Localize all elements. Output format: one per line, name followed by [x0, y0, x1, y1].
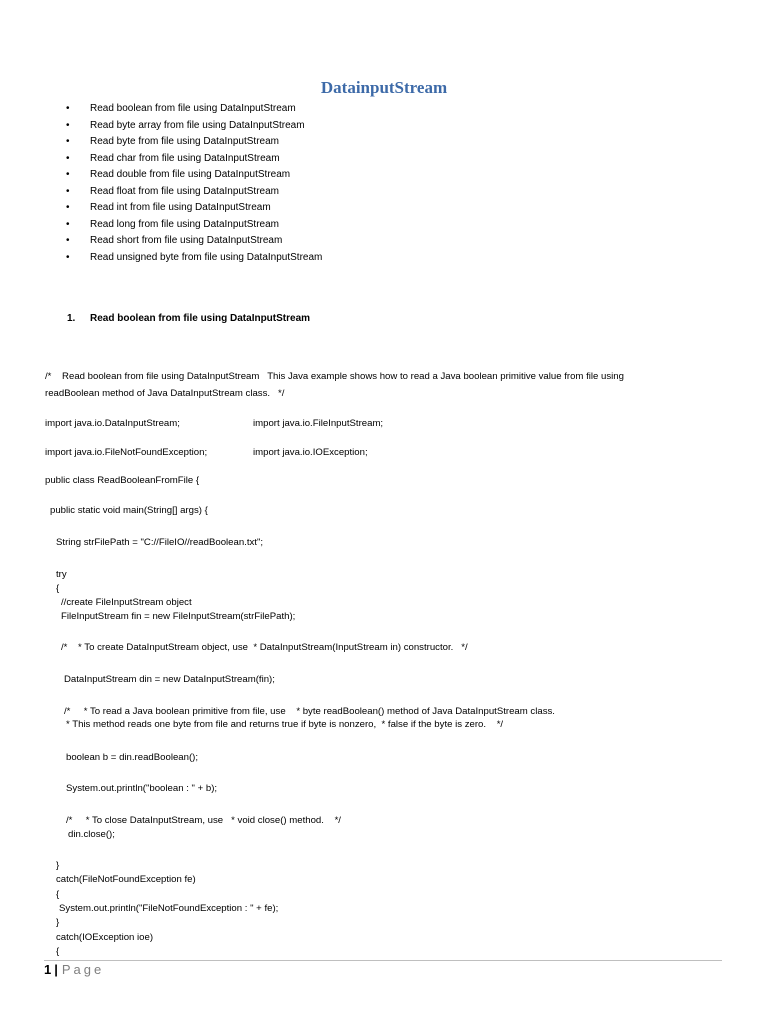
code-line: /* * To create DataInputStream object, use * DataInputStream(InputStream in) constructor. */ [61, 642, 468, 653]
code-line: String strFilePath = "C://FileIO//readBoolean.txt"; [56, 537, 264, 548]
code-line: DataInputStream din = new DataInputStream(fin); [64, 674, 275, 685]
bullet-icon: • [66, 202, 70, 213]
code-line: /* Read boolean from file using DataInputStream This Java example shows how to read a Java boolean primitive value from file using [45, 371, 624, 382]
code-line: //create FileInputStream object [61, 597, 192, 608]
code-line: import java.io.IOException; [253, 447, 368, 458]
bullet-icon: • [66, 152, 70, 164]
code-line: FileInputStream fin = new FileInputStream(strFilePath); [61, 611, 296, 622]
code-line: { [56, 889, 60, 900]
list-item [0, 184, 322, 201]
code-line: import java.io.FileInputStream; [253, 418, 384, 429]
footer-separator: | [54, 962, 58, 977]
section-number: 1. [67, 313, 76, 324]
list-item-text: Read boolean from file using DataInputStream [90, 103, 296, 114]
list-item [0, 134, 322, 151]
list-item [0, 167, 322, 184]
code-line: } [56, 917, 60, 928]
document-title: DatainputStream [320, 78, 448, 97]
bullet-icon: • [66, 169, 70, 180]
list-item [0, 233, 322, 250]
list-item-text: Read float from file using DataInputStream [90, 185, 279, 197]
code-line: import java.io.DataInputStream; [45, 418, 180, 429]
bullet-icon: • [66, 136, 70, 147]
list-item-text: Read char from file using DataInputStream [90, 152, 280, 164]
code-line: try [56, 569, 67, 580]
code-line: boolean b = din.readBoolean(); [66, 752, 199, 763]
list-item-text: Read int from file using DataInputStream [90, 202, 271, 213]
bullet-icon: • [66, 185, 70, 197]
topic-list [0, 101, 322, 266]
list-item-text: Read short from file using DataInputStream [90, 235, 283, 246]
bullet-icon: • [66, 251, 70, 263]
code-line: * This method reads one byte from file and returns true if byte is nonzero, * false if the byte is zero. */ [66, 719, 504, 730]
code-line: { [56, 946, 60, 957]
code-line: /* * To read a Java boolean primitive from file, use * byte readBoolean() method of Java DataInputStream class. [64, 706, 555, 717]
bullet-icon: • [66, 103, 70, 114]
code-line: readBoolean method of Java DataInputStream class. */ [45, 388, 285, 399]
list-item [0, 118, 322, 135]
code-line: { [56, 583, 60, 594]
code-line: System.out.println("FileNotFoundException : " + fe); [59, 903, 279, 914]
list-item [0, 217, 322, 234]
page-number: 1 [44, 962, 52, 977]
list-item-text: Read long from file using DataInputStream [90, 218, 279, 230]
code-line: /* * To close DataInputStream, use * void close() method. */ [66, 815, 341, 826]
code-line: public static void main(String[] args) { [50, 505, 208, 516]
list-item [0, 151, 322, 168]
bullet-icon: • [66, 235, 70, 246]
list-item-text: Read byte from file using DataInputStream [90, 136, 279, 147]
bullet-icon: • [66, 119, 70, 131]
section-heading-text: Read boolean from file using DataInputStream [90, 313, 311, 324]
page-footer [44, 962, 104, 977]
section-heading [67, 313, 310, 324]
list-item-text: Read double from file using DataInputStream [90, 169, 291, 180]
code-line: public class ReadBooleanFromFile { [45, 475, 200, 486]
list-item [0, 101, 322, 118]
footer-divider [44, 960, 722, 961]
code-line: catch(FileNotFoundException fe) [56, 874, 196, 885]
code-line: System.out.println("boolean : " + b); [66, 783, 218, 794]
code-line: } [56, 860, 60, 871]
code-line: din.close(); [68, 829, 115, 840]
code-line: catch(IOException ioe) [56, 932, 154, 943]
bullet-icon: • [66, 218, 70, 230]
list-item [0, 250, 322, 267]
list-item-text: Read unsigned byte from file using DataInputStream [90, 251, 323, 263]
list-item-text: Read byte array from file using DataInputStream [90, 119, 305, 131]
code-line: import java.io.FileNotFoundException; [45, 447, 208, 458]
list-item [0, 200, 322, 217]
page-label: Page [61, 962, 105, 977]
